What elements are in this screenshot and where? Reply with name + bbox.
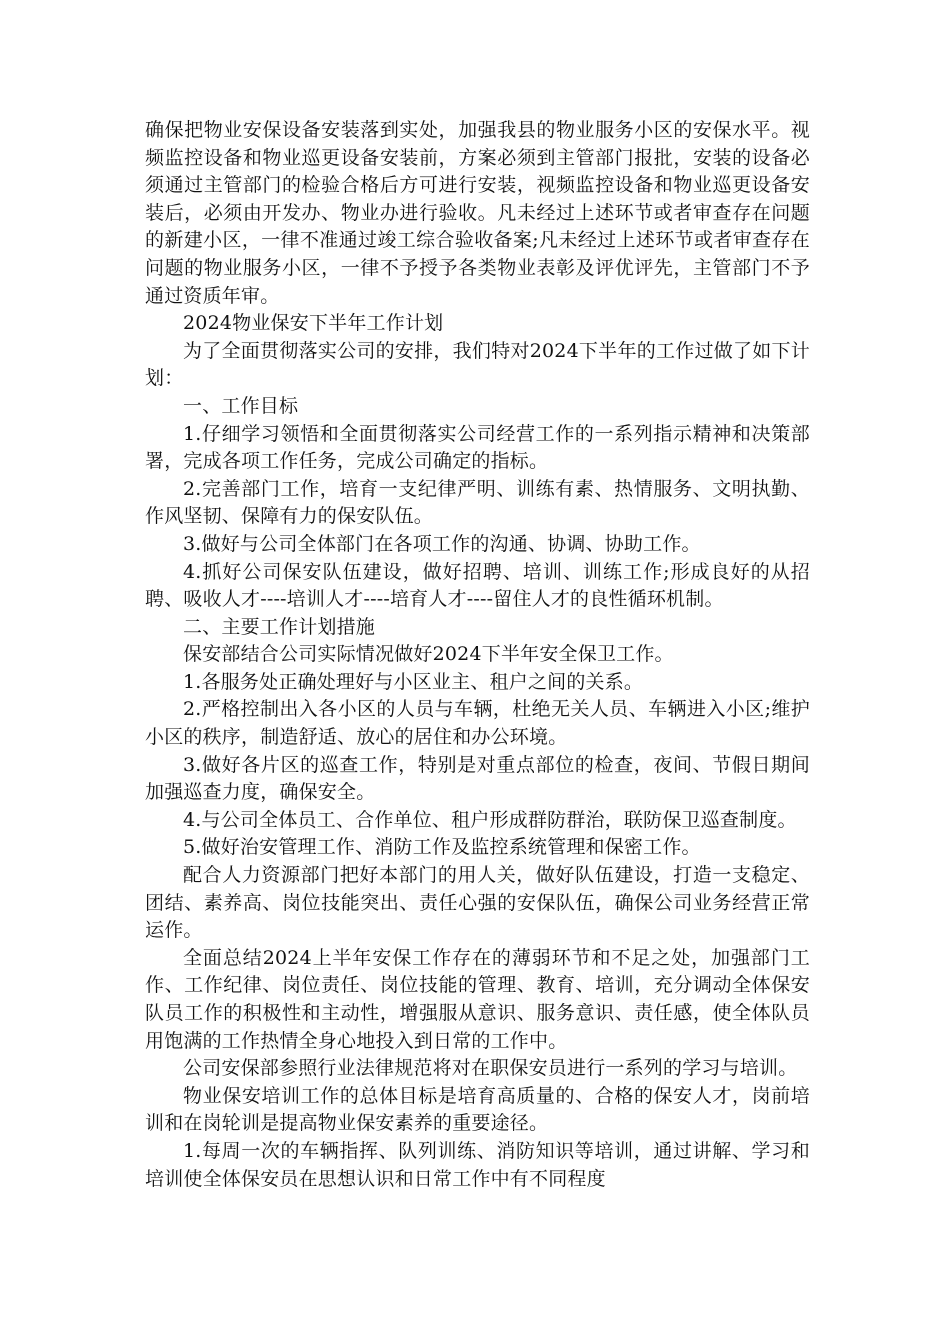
body-paragraph: 确保把物业安保设备安装落到实处，加强我县的物业服务小区的安保水平。视频监控设备和物业巡更设备安装前，方案必须到主管部门报批，安装的设备必须通过主管部门的检验合格后方可进行安装，视频监控设备和物业巡更设备安装后，必须由开发办、物业办进行验收。凡未经过上述环节或者审查存在问题的新建小区，一律不准通过竣工综合验收备案;凡未经过上述环节或者审查存在问题的物业服务小区，一律不予授予各类物业表彰及评优评先，主管部门不予通过资质年审。 (145, 119, 810, 307)
section-title: 2024物业保安下半年工作计划 (183, 312, 444, 335)
body-paragraph: 为了全面贯彻落实公司的安排，我们特对2024下半年的工作过做了如下计划： (145, 339, 810, 390)
list-item: 1.仔细学习领悟和全面贯彻落实公司经营工作的一系列指示精神和决策部署，完成各项工作任务，完成公司确定的指标。 (145, 422, 810, 473)
list-item: 2.严格控制出入各小区的人员与车辆，杜绝无关人员、车辆进入小区;维护小区的秩序，制造舒适、放心的居住和办公环境。 (145, 698, 810, 749)
body-paragraph: 物业保安培训工作的总体目标是培育高质量的、合格的保安人才，岗前培训和在岗轮训是提高物业保安素养的重要途径。 (145, 1084, 810, 1135)
body-paragraph: 全面总结2024上半年安保工作存在的薄弱环节和不足之处，加强部门工作、工作纪律、岗位责任、岗位技能的管理、教育、培训，充分调动全体保安队员工作的积极性和主动性，增强服从意识、服务意识、责任感，使全体队员用饱满的工作热情全身心地投入到日常的工作中。 (145, 946, 810, 1052)
list-item: 3.做好与公司全体部门在各项工作的沟通、协调、协助工作。 (183, 532, 701, 555)
body-paragraph: 配合人力资源部门把好本部门的用人关，做好队伍建设，打造一支稳定、团结、素养高、岗位技能突出、责任心强的安保队伍，确保公司业务经营正常运作。 (145, 864, 810, 942)
list-item: 2.完善部门工作，培育一支纪律严明、训练有素、热情服务、文明执勤、作风坚韧、保障有力的保安队伍。 (145, 477, 810, 528)
section-heading: 二、主要工作计划措施 (183, 615, 376, 638)
body-paragraph: 保安部结合公司实际情况做好2024下半年安全保卫工作。 (183, 643, 674, 666)
list-item: 4.抓好公司保安队伍建设，做好招聘、培训、训练工作;形成良好的从招聘、吸收人才----培训人才----培育人才----留住人才的良性循环机制。 (145, 560, 810, 611)
list-item: 4.与公司全体员工、合作单位、租户形成群防群治，联防保卫巡查制度。 (183, 808, 797, 831)
body-paragraph: 公司安保部参照行业法律规范将对在职保安员进行一系列的学习与培训。 (183, 1057, 798, 1080)
list-item: 1.每周一次的车辆指挥、队列训练、消防知识等培训，通过讲解、学习和培训使全体保安员在思想认识和日常工作中有不同程度 (145, 1139, 810, 1190)
list-item: 3.做好各片区的巡查工作，特别是对重点部位的检查，夜间、节假日期间加强巡查力度，确保安全。 (145, 753, 810, 804)
document-page (145, 117, 810, 1193)
list-item: 5.做好治安管理工作、消防工作及监控系统管理和保密工作。 (183, 836, 701, 859)
list-item: 1.各服务处正确处理好与小区业主、租户之间的关系。 (183, 670, 644, 693)
section-heading: 一、工作目标 (183, 394, 299, 417)
